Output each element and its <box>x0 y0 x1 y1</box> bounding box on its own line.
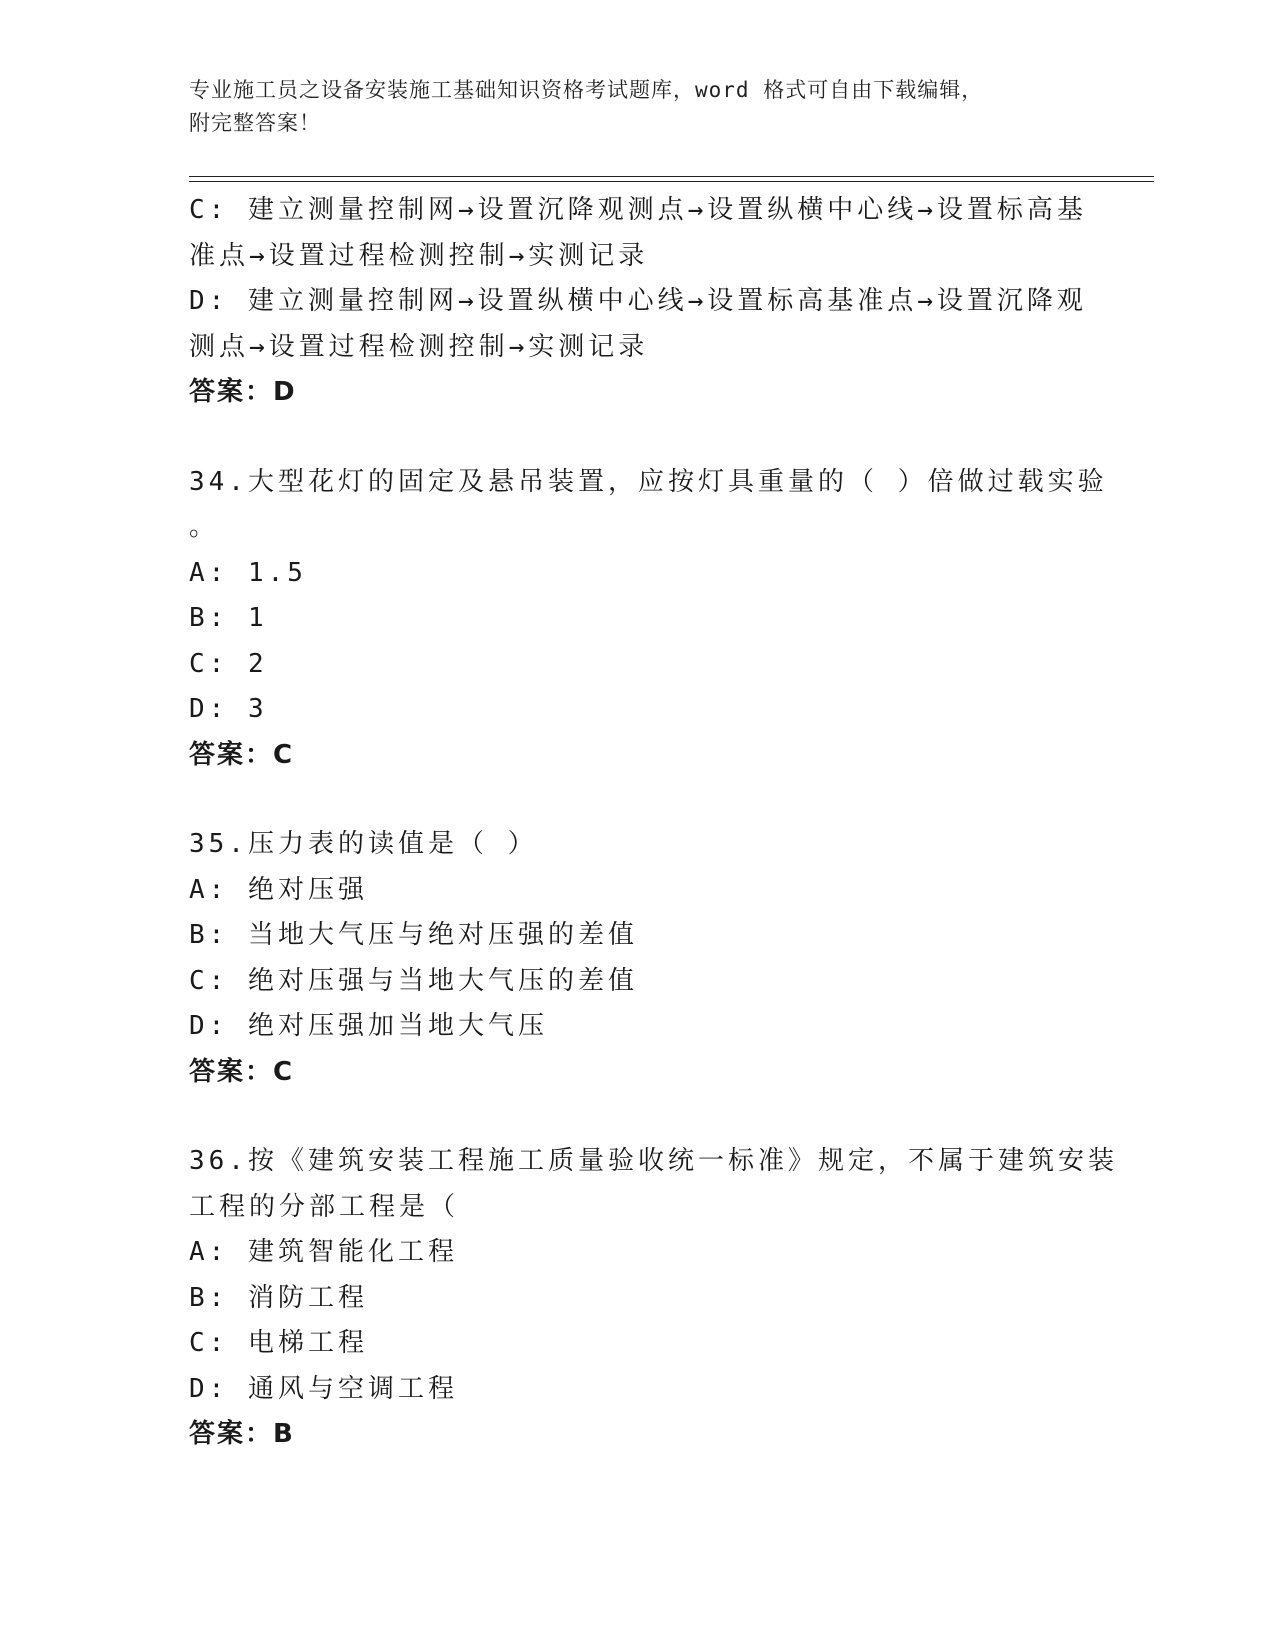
q36-answer: 答案：B <box>189 1419 295 1449</box>
q34-option-a: A: 1.5 <box>189 557 307 588</box>
q33-option-c-line-1: C: 建立测量控制网→设置沉降观测点→设置纵横中心线→设置标高基 <box>189 195 1087 225</box>
spacer <box>189 416 1089 460</box>
q36-option-b: B: 消防工程 <box>189 1282 368 1313</box>
header-divider-top <box>189 176 1154 177</box>
q35-stem: 35.压力表的读值是（ ） <box>189 829 538 859</box>
spacer <box>189 1095 1089 1139</box>
header-divider-bottom <box>189 181 1154 182</box>
q35-answer: 答案：C <box>189 1056 295 1087</box>
q36-option-c: C: 电梯工程 <box>189 1328 368 1358</box>
header-line-1: 专业施工员之设备安装施工基础知识资格考试题库，word 格式可自由下载编辑， <box>189 78 984 102</box>
q34-answer: 答案：C <box>189 739 295 770</box>
q34-option-b: B: 1 <box>189 603 268 633</box>
q34-option-d: D: 3 <box>189 694 268 724</box>
spacer <box>189 778 1089 822</box>
q33-option-c-line-2: 准点→设置过程检测控制→实测记录 <box>189 240 649 271</box>
question-33-block <box>189 188 1089 416</box>
q35-option-c: C: 绝对压强与当地大气压的差值 <box>189 965 638 996</box>
q35-option-b: B: 当地大气压与绝对压强的差值 <box>189 920 638 950</box>
q33-option-d-line-1: D: 建立测量控制网→设置纵横中心线→设置标高基准点→设置沉降观 <box>189 286 1087 316</box>
q35-option-a: A: 绝对压强 <box>189 874 368 905</box>
q36-option-a: A: 建筑智能化工程 <box>189 1237 458 1267</box>
document-header <box>189 74 1069 140</box>
q35-option-d: D: 绝对压强加当地大气压 <box>189 1011 548 1041</box>
question-34-block <box>189 460 1108 779</box>
q34-stem-line-1: 34.大型花灯的固定及悬吊装置，应按灯具重量的（ ）倍做过载实验 <box>189 466 1108 497</box>
q34-option-c: C: 2 <box>189 648 268 679</box>
q34-stem-line-2: 。 <box>189 512 220 542</box>
header-line-2: 附完整答案！ <box>189 111 321 135</box>
q36-stem-line-2: 工程的分部工程是（ <box>189 1191 460 1222</box>
question-36-block <box>189 1139 1118 1458</box>
question-content <box>189 188 1118 1458</box>
q36-stem-line-1: 36.按《建筑安装工程施工质量验收统一标准》规定，不属于建筑安装 <box>189 1146 1118 1176</box>
question-35-block <box>189 822 1089 1095</box>
q33-option-d-line-2: 测点→设置过程检测控制→实测记录 <box>189 331 649 362</box>
q33-answer: 答案：D <box>189 377 297 407</box>
q36-option-d: D: 通风与空调工程 <box>189 1373 458 1404</box>
